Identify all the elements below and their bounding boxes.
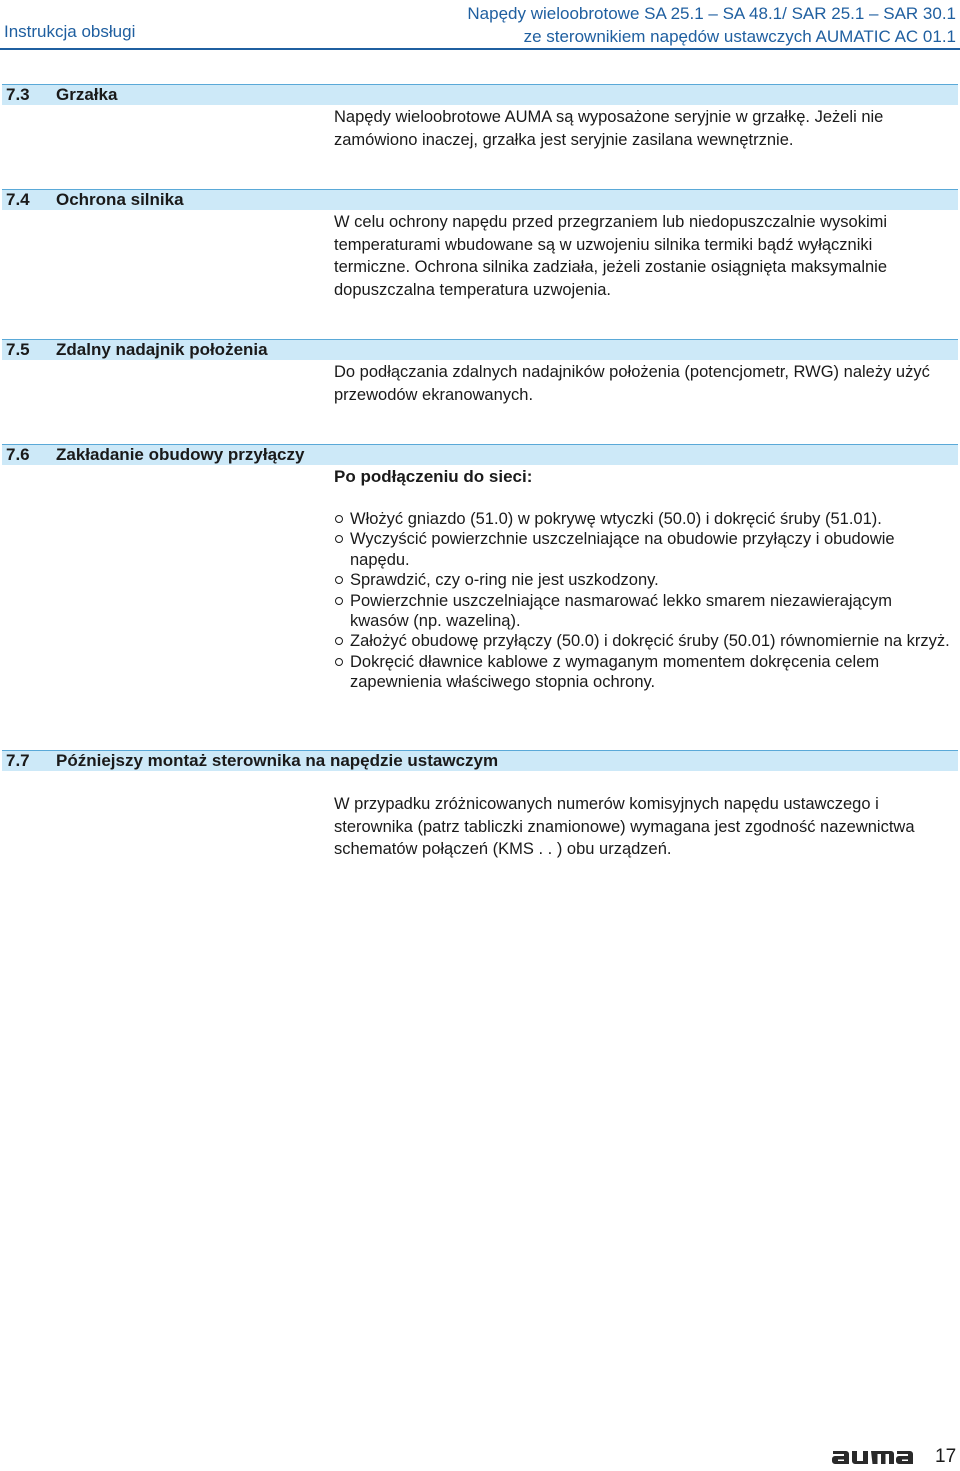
section-title: Zdalny nadajnik położenia xyxy=(56,340,268,359)
bullet-list xyxy=(334,509,954,693)
list-item-text: Powierzchnie uszczelniające nasmarować lekko smarem niezawierającym kwasów (np. wazeliną). xyxy=(350,591,892,631)
document-title-line-1: Napędy wieloobrotowe SA 25.1 – SA 48.1/ SAR 25.1 – SAR 30.1 xyxy=(467,4,956,23)
list-item xyxy=(334,570,954,590)
section-title: Ochrona silnika xyxy=(56,190,184,209)
list-item xyxy=(334,529,954,570)
section-number: 7.6 xyxy=(6,445,30,464)
section-title: Grzałka xyxy=(56,85,118,104)
section-title: Zakładanie obudowy przyłączy xyxy=(56,445,305,464)
section-number: 7.5 xyxy=(6,340,30,359)
section-bar-7-3 xyxy=(2,84,958,105)
list-item-text: Wyczyścić powierzchnie uszczelniające na obudowie przyłączy i obudowie napędu. xyxy=(350,530,895,569)
section-text: W przypadku zróżnicowanych numerów komisyjnych napędu ustawczego i sterownika (patrz tabliczki znamionowe) wymagana jest zgodność nazewnictwa schematów połączeń (KMS . . ) obu urządzeń. xyxy=(334,795,915,858)
section-text: Napędy wieloobrotowe AUMA są wyposażone seryjnie w grzałkę. Jeżeli nie zamówiono inaczej, grzałka jest seryjnie zasilana wewnętrznie. xyxy=(334,108,884,149)
bullet-icon xyxy=(335,576,343,584)
list-item-text: Założyć obudowę przyłączy (50.0) i dokręcić śruby (50.01) równomiernie na krzyż. xyxy=(350,632,950,651)
list-item xyxy=(334,509,954,529)
header-divider xyxy=(0,48,960,50)
manual-title: Instrukcja obsługi xyxy=(4,22,136,41)
auma-logo xyxy=(831,1446,917,1471)
section-subheading: Po podłączeniu do sieci: xyxy=(334,467,533,486)
section-number: 7.7 xyxy=(6,751,30,770)
section-number: 7.4 xyxy=(6,190,30,209)
bullet-icon xyxy=(335,515,343,523)
list-item-text: Dokręcić dławnice kablowe z wymaganym momentem dokręcenia celem zapewnienia właściwego stopnia ochrony. xyxy=(350,652,880,692)
bullet-icon xyxy=(335,658,343,666)
section-text: Do podłączania zdalnych nadajników położenia (potencjometr, RWG) należy użyć przewodów ekranowanych. xyxy=(334,363,930,404)
document-title xyxy=(467,2,956,48)
section-number: 7.3 xyxy=(6,85,30,104)
list-item-text: Sprawdzić, czy o-ring nie jest uszkodzony. xyxy=(350,571,659,590)
document-title-line-2: ze sterownikiem napędów ustawczych AUMATIC AC 01.1 xyxy=(523,27,956,46)
section-text: W celu ochrony napędu przed przegrzaniem lub niedopuszczalnie wysokimi temperaturami wbudowane są w uzwojeniu silnika termiki bądź wyłączniki termiczne. Ochrona silnika zadziała, jeżeli zostanie osiągnięta maksymalnie dopuszczalna temperatura uzwojenia. xyxy=(334,213,888,299)
list-item xyxy=(334,631,954,651)
section-title: Późniejszy montaż sterownika na napędzie ustawczym xyxy=(56,751,499,770)
bullet-icon xyxy=(335,637,343,645)
page-number: 17 xyxy=(935,1446,957,1467)
list-item xyxy=(334,652,954,693)
bullet-icon xyxy=(335,535,343,543)
list-item-text: Włożyć gniazdo (51.0) w pokrywę wtyczki (50.0) i dokręcić śruby (51.01). xyxy=(350,510,882,528)
bullet-icon xyxy=(335,597,343,605)
list-item xyxy=(334,591,954,632)
